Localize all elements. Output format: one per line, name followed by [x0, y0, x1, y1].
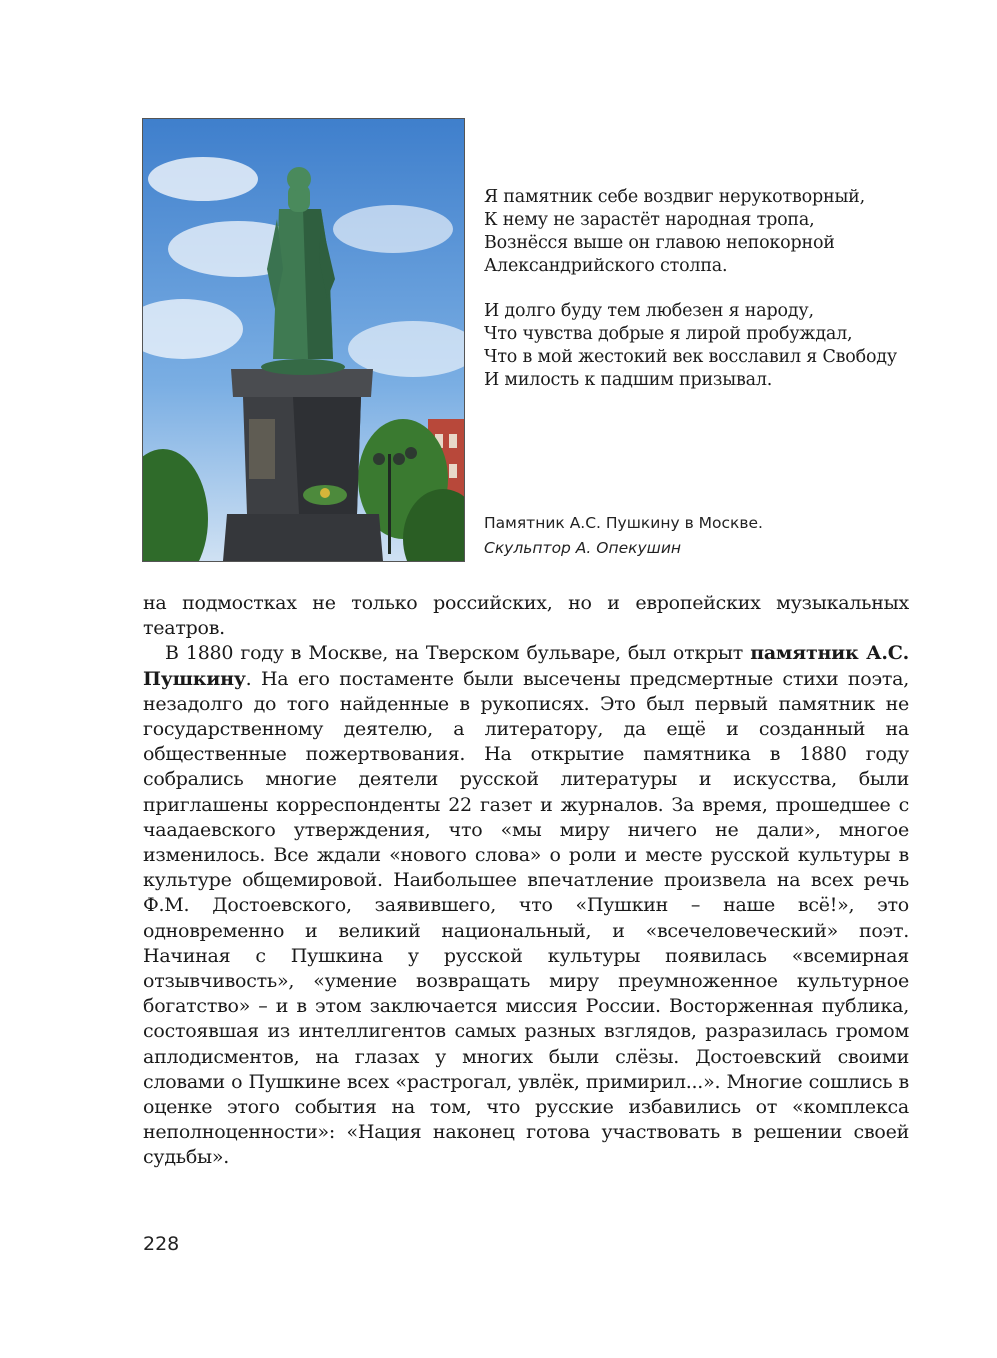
- poem-stanza-2: [484, 300, 924, 392]
- bold-term: памятник А.С. Пушкину: [143, 642, 909, 690]
- poem: [484, 186, 924, 414]
- poem-line: Александрийского столпа.: [484, 256, 728, 276]
- page-number: 228: [143, 1233, 180, 1255]
- poem-line: Что чувства добрые я лирой пробуждал,: [484, 324, 853, 344]
- pushkin-monument-photo-icon: [143, 119, 464, 561]
- body-text: [143, 591, 909, 1171]
- poem-line: К нему не зарастёт народная тропа,: [484, 210, 815, 230]
- poem-line: Я памятник себе воздвиг нерукотворный,: [484, 187, 866, 207]
- paragraph-continued: на подмостках не только российских, но и европейских музыкальных театров.: [143, 592, 909, 640]
- monument-photo: [142, 118, 465, 562]
- poem-line: Вознёсся выше он главою непокорной: [484, 233, 835, 253]
- poem-line: Что в мой жестокий век восславил я Свободу: [484, 347, 897, 367]
- paragraph-text: В 1880 году в Москве, на Тверском бульваре, был открыт: [165, 642, 751, 665]
- paragraph-text: . На его постаменте были высечены предсмертные стихи поэта, незадолго до того найденные в рукописях. Это был первый памятник не государственному деятелю, а литератору, да ещё и созданный на общественные пожертвования. На открытие памятника в 1880 году собрались многие деятели русской литературы и искусства, были приглашены корреспонденты 22 газет и журналов. За время, прошедшее с чаадаевского утверждения, что «мы миру ничего не дали», многое изменилось. Все ждали «нового слова» о роли и месте русской культуры в культуре общемировой. Наибольшее впечатление произвела на всех речь Ф.М. Достоевского, заявившего, что «Пушкин – наше всё!», это одновременно и великий национальный, и «всечеловеческий» поэт. Начиная с Пушкина у русской культуры появилась «всемирная отзывчивость», «умение возвращать миру преумноженное культурное богатство» – и в этом заключается миссия России. Восторженная публика, состоявшая из интеллигентов самых разных взглядов, разразилась громом аплодисментов, на глазах у многих были слёзы. Достоевский своими словами о Пушкине всех «растрогал, увлёк, примирил...». Многие сошлись в оценке этого события на том, что русские избавились от «комплекса неполноценности»: «Нация наконец готова участвовать в решении своей судьбы».: [143, 667, 909, 1169]
- caption-title: Памятник А.С. Пушкину в Москве.: [484, 514, 763, 532]
- poem-line: И милость к падшим призывал.: [484, 370, 773, 390]
- figure-caption: [484, 511, 924, 561]
- caption-sculptor: Скульптор А. Опекушин: [484, 539, 682, 557]
- poem-line: И долго буду тем любезен я народу,: [484, 301, 814, 321]
- poem-stanza-1: [484, 186, 924, 278]
- paragraph-monument: [143, 641, 909, 1170]
